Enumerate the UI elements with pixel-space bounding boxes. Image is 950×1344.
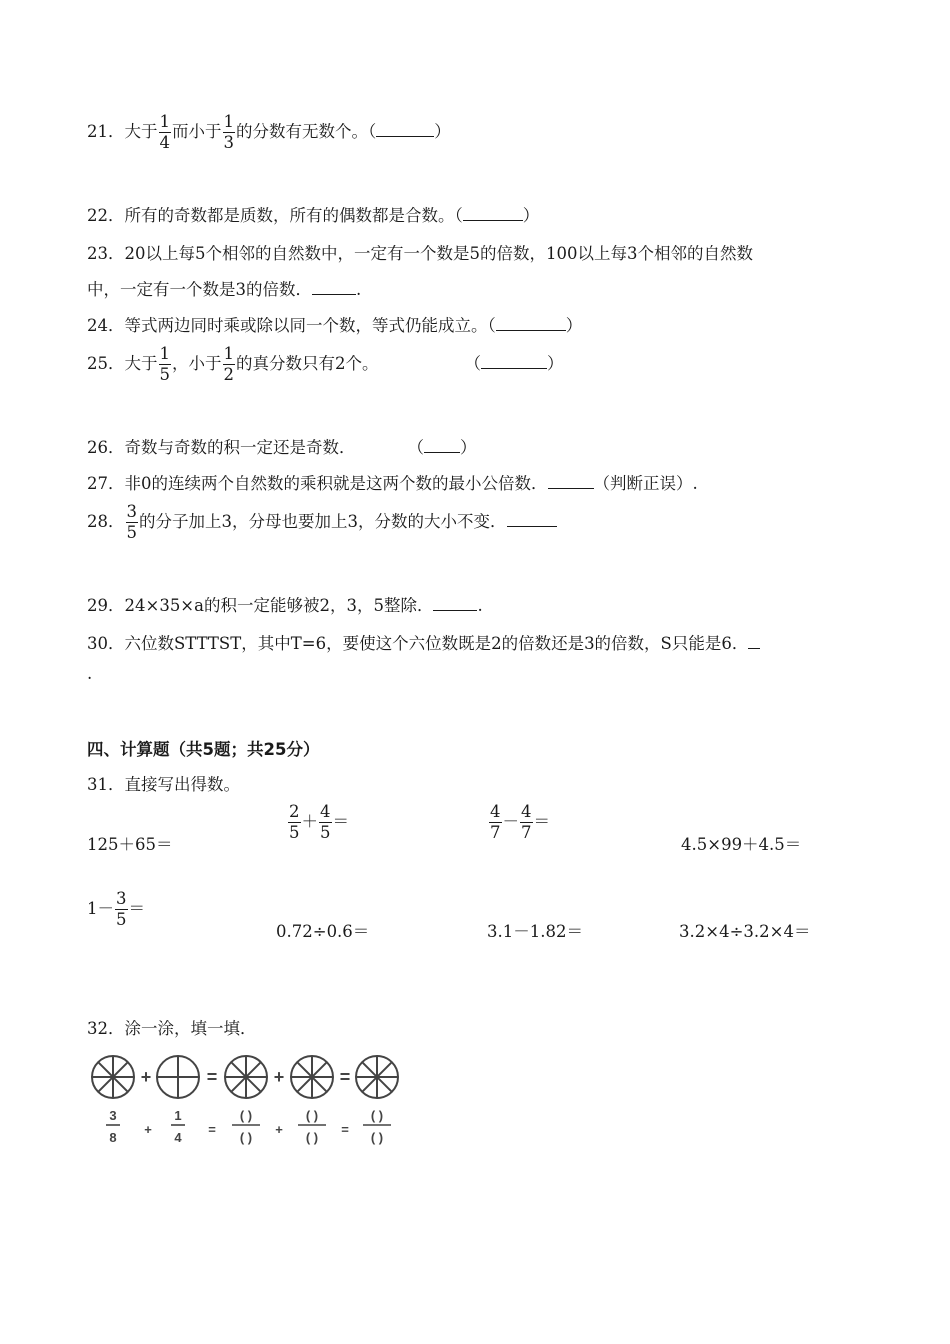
fraction-3-5: $\frac{3}{5}$ [126,502,137,542]
calc-r1c1: 125＋65＝ [87,835,173,854]
frac-num-3: 3 [109,1108,117,1123]
answer-blank[interactable] [748,632,760,650]
question-32: 32．涂一涂，填一填． [87,1019,257,1038]
calc-r1c4: 4.5×99＋4.5＝ [681,835,802,854]
question-27: 27．非0的连续两个自然数的乘积就是这两个数的最小公倍数． （判断正误）. [87,470,698,494]
q21-number: 21． [87,122,125,141]
op-plus-3: + [144,1122,152,1137]
answer-blank[interactable] [463,204,523,222]
answer-blank[interactable] [481,352,547,370]
calc-r1c2: $\frac{2}{5}$ ＋ $\frac{4}{5}$ ＝ [289,802,349,842]
blank-den-3: ( ) [370,1130,384,1145]
answer-blank[interactable] [548,472,594,490]
question-25: 25．大于 $\frac{1}{5}$ ，小于 $\frac{1}{2}$ 的真分数只有2个。 （ ） [87,344,564,384]
calc-r2c2: 0.72÷0.6＝ [276,922,370,941]
answer-blank[interactable] [496,314,566,332]
calc-r1c3: $\frac{4}{7}$ － $\frac{4}{7}$ ＝ [490,802,550,842]
op-eq-4: = [341,1122,349,1137]
question-24: 24．等式两边同时乘或除以同一个数，等式仍能成立。（ ） [87,312,582,336]
question-23-line2: 中，一定有一个数是3的倍数． . [87,276,361,300]
frac-den-4: 4 [174,1130,182,1145]
question-31: 31．直接写出得数。 [87,775,240,794]
question-30-line2: . [87,664,93,683]
op-eq-2: = [339,1067,351,1087]
question-30-line1: 30．六位数STTTST，其中T=6，要使这个六位数既是2的倍数还是3的倍数，S只能是6． [87,630,760,654]
op-plus-1: + [140,1067,152,1087]
fraction-circles-figure [90,1050,410,1160]
answer-blank[interactable] [376,120,434,138]
answer-blank[interactable] [507,510,557,528]
circle-eighths-2 [225,1056,267,1098]
fraction-1-4: $\frac{1}{4}$ [159,112,170,152]
blank-num-3: ( ) [370,1108,384,1123]
circle-quarters [157,1056,199,1098]
calc-r2c1: 1－ $\frac{3}{5}$ ＝ [87,889,145,929]
section-heading: 四、计算题（共5题；共25分） [87,740,320,759]
frac-num-1: 1 [174,1108,182,1123]
question-21: 21．大于 $\frac{1}{4}$ 而小于 $\frac{1}{3}$ 的分数有无数个。（ ） [87,112,451,152]
circle-eighths-3 [291,1056,333,1098]
circle-eighths-4 [356,1056,398,1098]
answer-blank[interactable] [312,278,356,296]
blank-num-1: ( ) [239,1108,253,1123]
question-22: 22．所有的奇数都是质数，所有的偶数都是合数。（ ） [87,202,539,226]
fraction-1-2: $\frac{1}{2}$ [223,344,234,384]
fraction-1-3: $\frac{1}{3}$ [223,112,234,152]
blank-den-1: ( ) [239,1130,253,1145]
blank-den-2: ( ) [305,1130,319,1145]
question-28: 28． $\frac{3}{5}$ 的分子加上3，分母也要加上3，分数的大小不变． [87,504,557,541]
op-eq-1: = [206,1067,218,1087]
circle-eighths-1 [92,1056,134,1098]
question-29: 29．24×35×a的积一定能够被2，3，5整除． . [87,592,483,616]
calc-r2c4: 3.2×4÷3.2×4＝ [679,922,811,941]
frac-den-8: 8 [109,1130,117,1145]
question-23-line1: 23．20以上每5个相邻的自然数中，一定有一个数是5的倍数，100以上每3个相邻的自然数 [87,244,753,263]
fraction-1-5: $\frac{1}{5}$ [159,344,170,384]
op-plus-2: + [273,1067,285,1087]
answer-blank[interactable] [424,436,460,454]
answer-blank[interactable] [433,594,477,612]
op-eq-3: = [208,1122,216,1137]
op-plus-4: + [275,1122,283,1137]
question-26: 26．奇数与奇数的积一定还是奇数． （ ） [87,434,477,458]
blank-num-2: ( ) [305,1108,319,1123]
calc-r2c3: 3.1－1.82＝ [487,922,583,941]
